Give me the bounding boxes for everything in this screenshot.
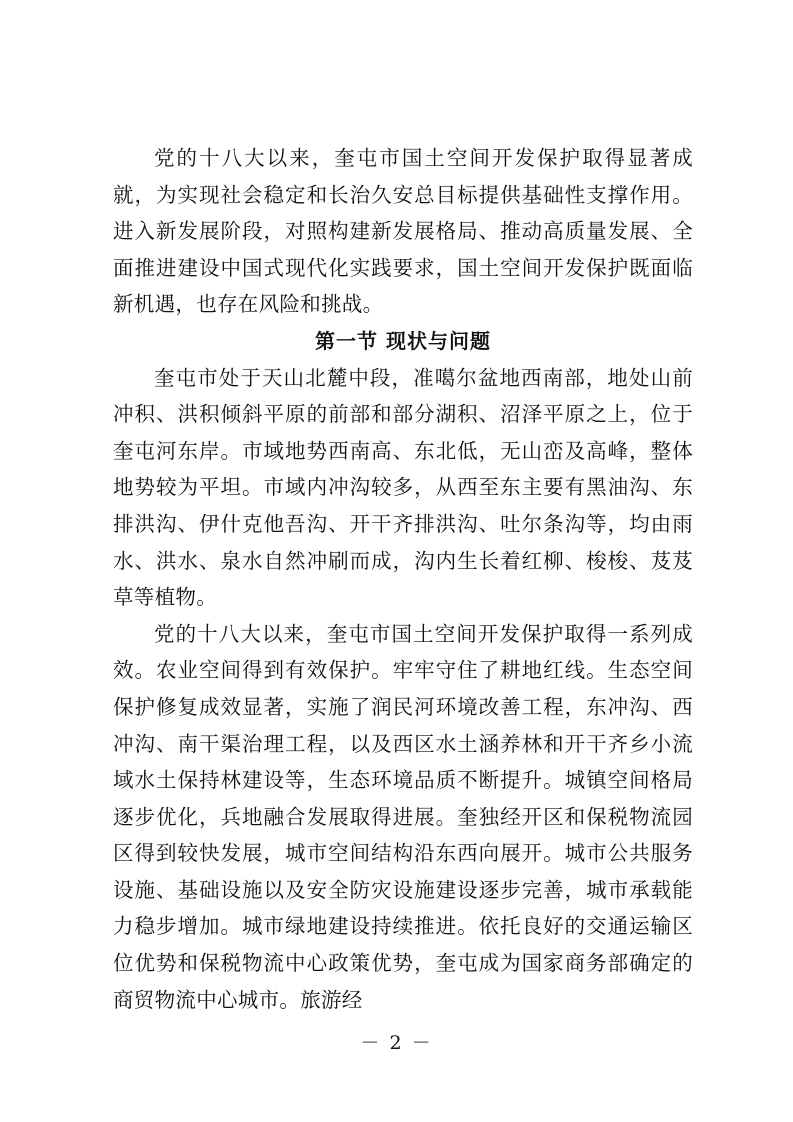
page-number: － 2 － — [360, 1032, 433, 1054]
document-body — [113, 140, 693, 1018]
section-title: 第一节 现状与问题 — [315, 328, 491, 353]
intro-paragraph: 党的十八大以来，奎屯市国土空间开发保护取得显著成就，为实现社会稳定和长治久安总目标提供基础性支撑作用。进入新发展阶段，对照构建新发展格局、推动高质量发展、全面推进建设中国式现代化实践要求，国土空间开发保护既面临新机遇，也存在风险和挑战。 — [113, 146, 693, 317]
body-paragraph-2: 党的十八大以来，奎屯市国土空间开发保护取得一系列成效。农业空间得到有效保护。牢牢守住了耕地红线。生态空间保护修复成效显著，实施了润民河环境改善工程，东冲沟、西冲沟、南干渠治理工程，以及西区水土涵养林和开干齐乡小流域水土保持林建设等，生态环境品质不断提升。城镇空间格局逐步优化，兵地融合发展取得进展。奎独经开区和保税物流园区得到较快发展，城市空间结构沿东西向展开。城市公共服务设施、基础设施以及安全防灾设施建设逐步完善，城市承载能力稳步增加。城市绿地建设持续推进。依托良好的交通运输区位优势和保税物流中心政策优势，奎屯成为国家商务部确定的商贸物流中心城市。旅游经 — [113, 621, 693, 1012]
body-paragraph-1: 奎屯市处于天山北麓中段，准噶尔盆地西南部，地处山前冲积、洪积倾斜平原的前部和部分湖积、沼泽平原之上，位于奎屯河东岸。市域地势西南高、东北低，无山峦及高峰，整体地势较为平坦。市域内冲沟较多，从西至东主要有黑油沟、东排洪沟、伊什克他吾沟、开干齐排洪沟、吐尔条沟等，均由雨水、洪水、泉水自然冲刷而成，沟内生长着红柳、梭梭、芨芨草等植物。 — [113, 365, 693, 610]
